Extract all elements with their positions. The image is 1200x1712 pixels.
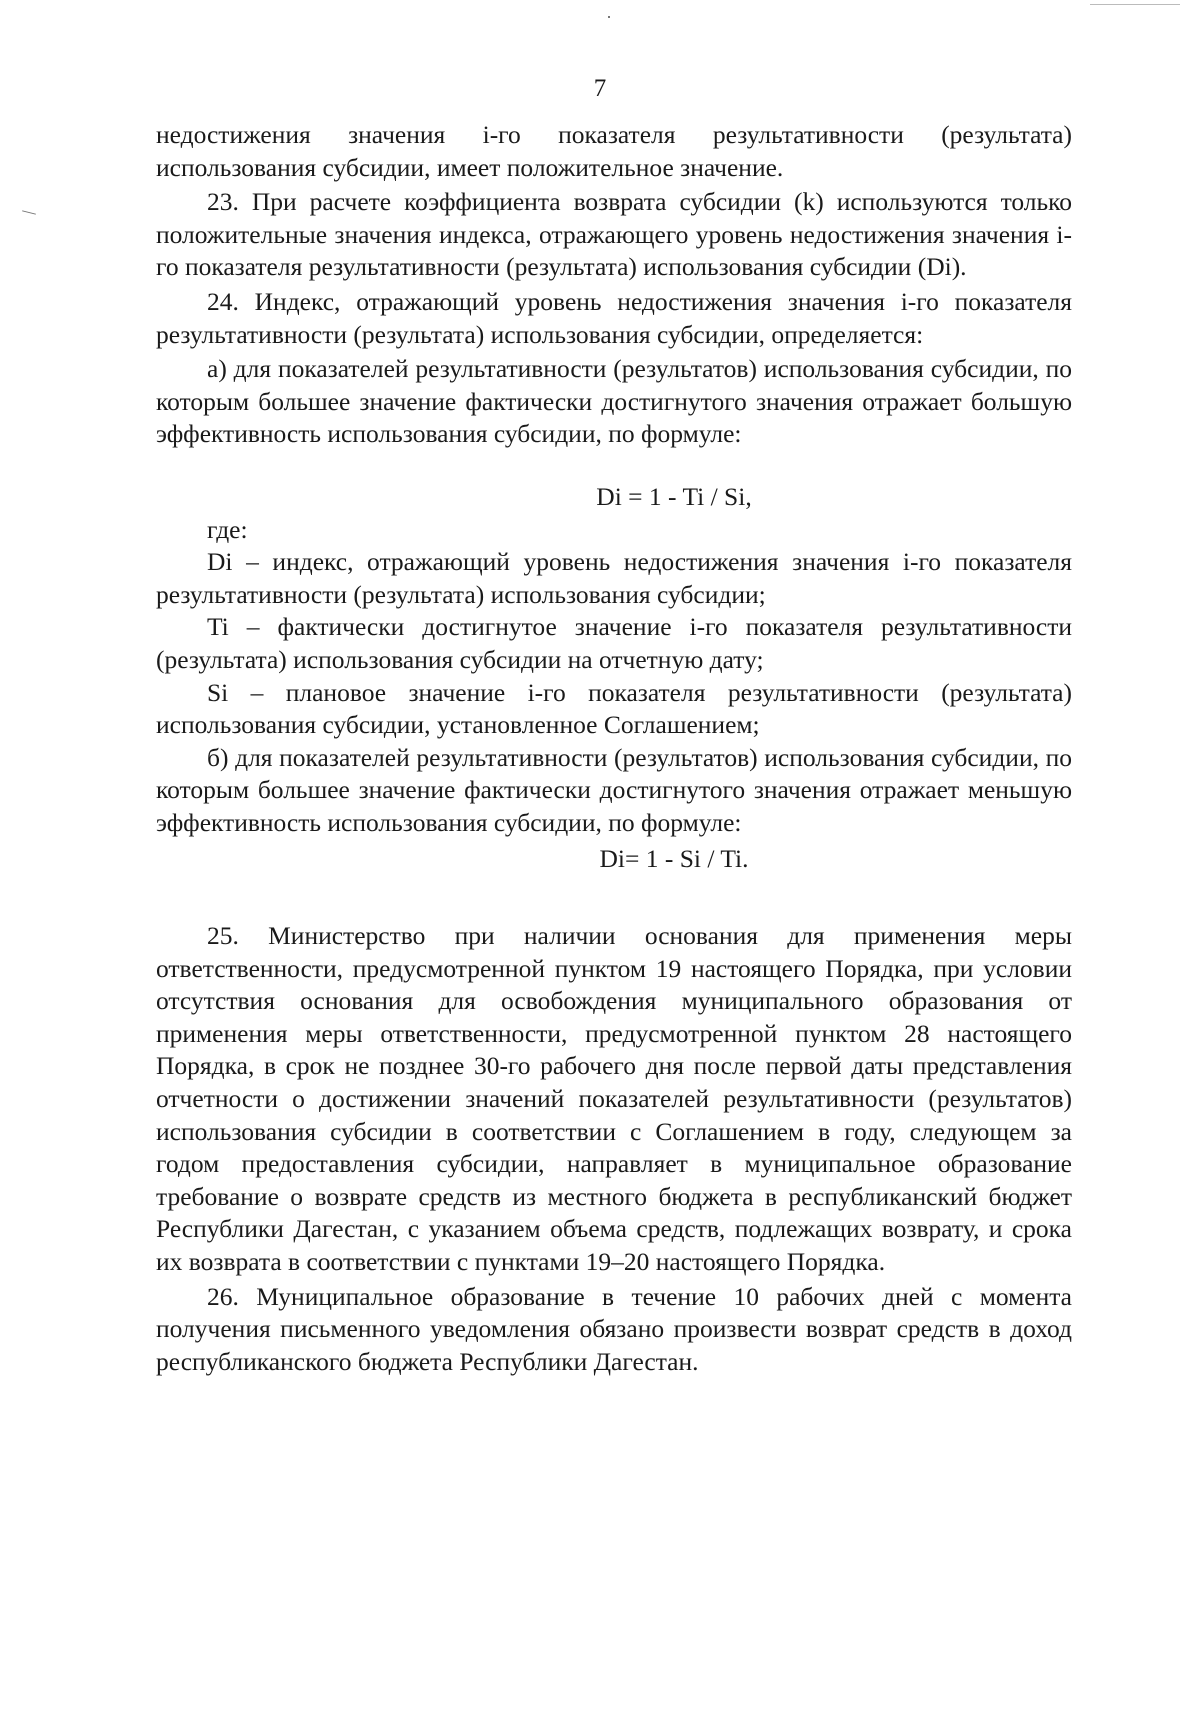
paragraph-24-a: а) для показателей результативности (результатов) использования субсидии, по которым большее значение фактически достигнутого значения отражает большую эффективность использования субсидии, по формуле: bbox=[156, 354, 1072, 449]
where-label: где: bbox=[207, 514, 248, 544]
definition-di: Di – индекс, отражающий уровень недостижения значения i-го показателя результативности (результата) использования субсидии; bbox=[156, 547, 1072, 609]
paragraph-continuation: недостижения значения i-го показателя результативности (результата) использования субсидии, имеет положительное значение. bbox=[156, 120, 1072, 182]
scan-mark bbox=[1090, 4, 1180, 5]
formula-a: Di = 1 - Ti / Si, bbox=[596, 481, 752, 511]
scan-mark bbox=[608, 16, 610, 18]
scan-mark bbox=[22, 210, 36, 214]
paragraph-26: 26. Муниципальное образование в течение 10 рабочих дней с момента получения письменного уведомления обязано произвести возврат средств в доход республиканского бюджета Республики Дагестан. bbox=[156, 1281, 1072, 1376]
paragraph-24: 24. Индекс, отражающий уровень недостижения значения i-го показателя результативности (результата) использования субсидии, определяется: bbox=[156, 286, 1072, 349]
definition-si: Si – плановое значение i-го показателя результативности (результата) использования субсидии, установленное Соглашением; bbox=[156, 677, 1072, 740]
paragraph-23: 23. При расчете коэффициента возврата субсидии (k) используются только положительные значения индекса, отражающего уровень недостижения значения i-го показателя результативности (результата) использования субсидии (Di). bbox=[156, 187, 1072, 282]
paragraph-24-b: б) для показателей результативности (результатов) использования субсидии, по которым большее значение фактически достигнутого значения отражает меньшую эффективность использования субсидии, по формуле: bbox=[156, 742, 1072, 837]
document-body bbox=[156, 119, 1072, 1378]
page-number: 7 bbox=[593, 75, 607, 102]
paragraph-25: 25. Министерство при наличии основания для применения меры ответственности, предусмотренной пунктом 19 настоящего Порядка, при условии отсутствия основания для освобождения муниципального образования от применения меры ответственности, предусмотренной пунктом 28 настоящего Порядка, в срок не позднее 30-го рабочего дня после первой даты представления отчетности о достижении значений показателей результативности (результатов) использования субсидии в соответствии с Соглашением в году, следующем за годом предоставления субсидии, направляет в муниципальное образование требование о возврате средств из местного бюджета в республиканский бюджет Республики Дагестан, с указанием объема средств, подлежащих возврату, и срока их возврата в соответствии с пунктами 19–20 настоящего Порядка. bbox=[156, 921, 1072, 1276]
formula-b: Di= 1 - Si / Ti. bbox=[599, 844, 749, 874]
definition-ti: Ti – фактически достигнутое значение i-го показателя результативности (результата) использования субсидии на отчетную дату; bbox=[156, 612, 1072, 674]
